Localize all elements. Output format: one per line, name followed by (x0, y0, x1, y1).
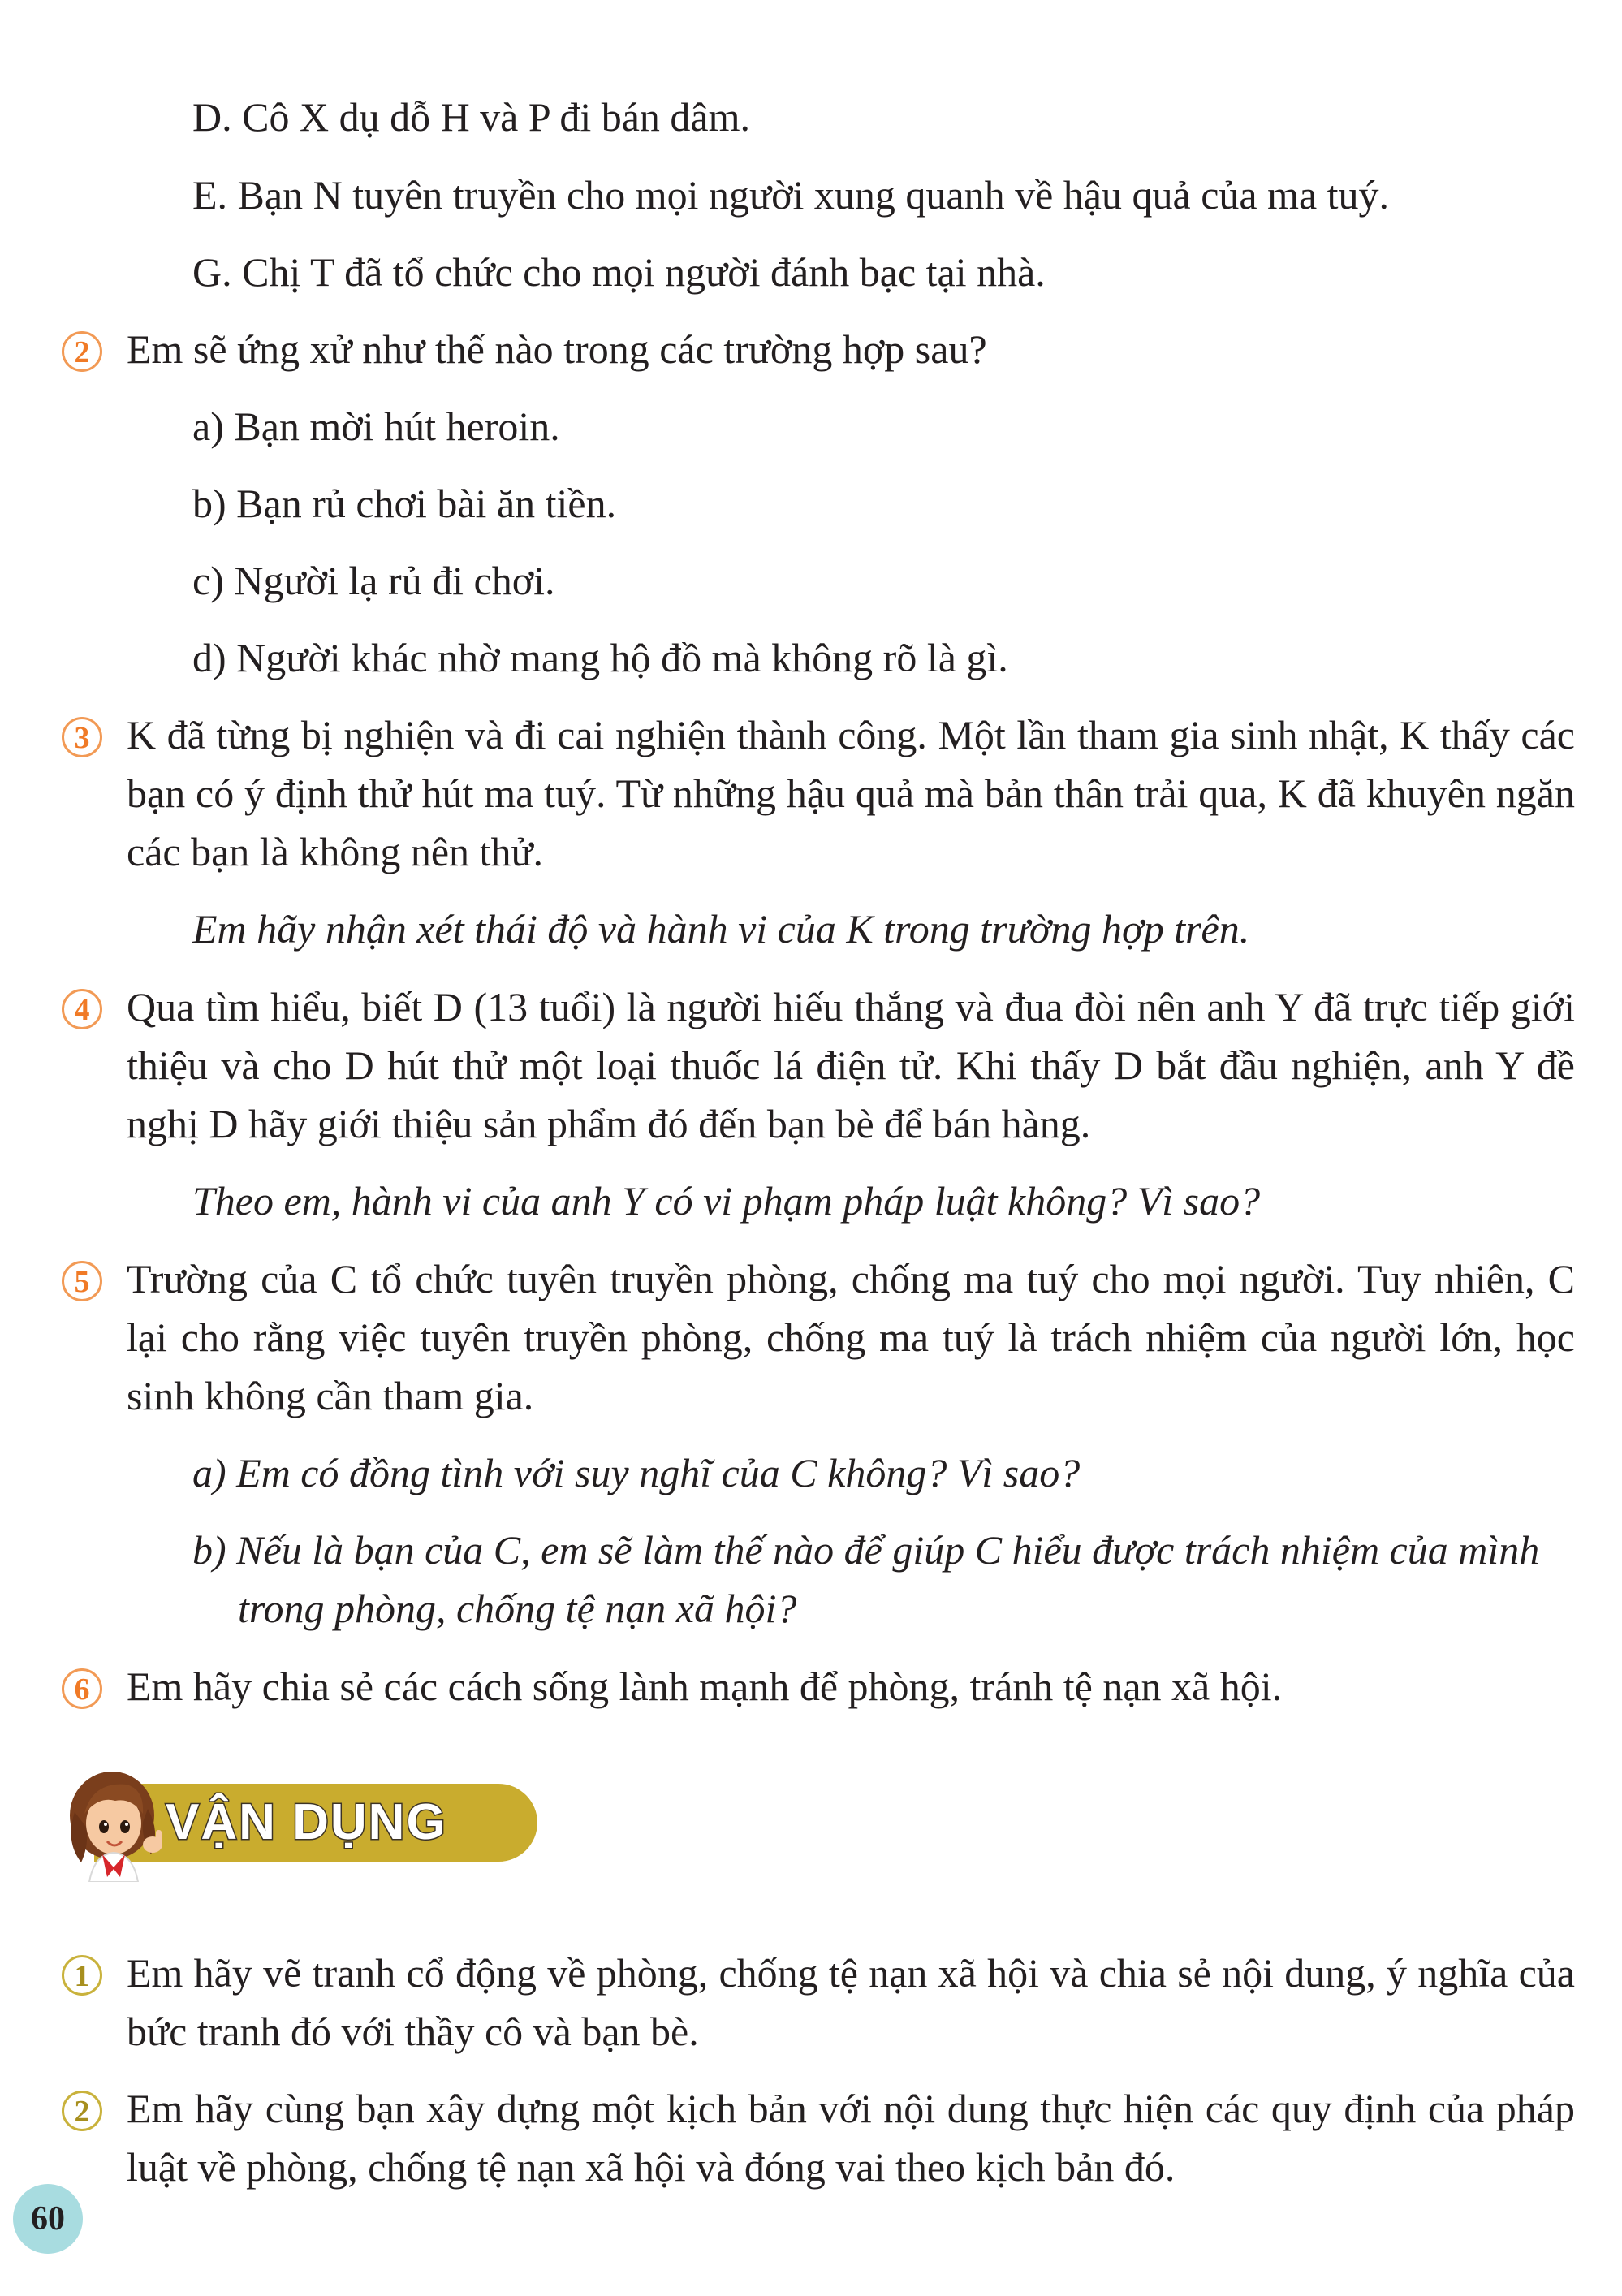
exercise-number-3: 3 (62, 717, 102, 757)
application-2-text: Em hãy cùng bạn xây dựng một kịch bản với nội dung thực hiện các quy định của pháp luật về phòng, chống tệ nạn xã hội và đóng vai theo kịch bản đó. (127, 2086, 1575, 2190)
exercise-number-6: 6 (62, 1668, 102, 1709)
exercise-2-item-c: c) Người lạ rủ đi chơi. (192, 558, 555, 603)
application-1-text: Em hãy vẽ tranh cổ động về phòng, chống tệ nạn xã hội và chia sẻ nội dung, ý nghĩa của bức tranh đó với thầy cô và bạn bè. (127, 1950, 1575, 2054)
exercise-5-sub-b-line2: trong phòng, chống tệ nạn xã hội? (238, 1586, 797, 1631)
exercise-number-4: 4 (62, 989, 102, 1029)
exercise-3-text: K đã từng bị nghiện và đi cai nghiện thành công. Một lần tham gia sinh nhật, K thấy các bạn có ý định thử hút ma tuý. Từ những hậu quả mà bản thân trải qua, K đã khuyên ngăn các bạn là không nên thử. (127, 712, 1575, 874)
option-g: G. Chị T đã tổ chức cho mọi người đánh bạc tại nhà. (192, 249, 1046, 295)
exercise-6-text: Em hãy chia sẻ các cách sống lành mạnh để phòng, tránh tệ nạn xã hội. (127, 1664, 1283, 1709)
option-d: D. Cô X dụ dỗ H và P đi bán dâm. (192, 94, 750, 140)
application-number-2: 2 (62, 2091, 102, 2131)
exercise-number-5: 5 (62, 1261, 102, 1301)
exercise-2-item-a: a) Bạn mời hút heroin. (192, 404, 560, 449)
exercise-4-question: Theo em, hành vi của anh Y có vi phạm pháp luật không? Vì sao? (192, 1178, 1261, 1224)
exercise-5-text: Trường của C tổ chức tuyên truyền phòng, chống ma tuý cho mọi người. Tuy nhiên, C lại cho rằng việc tuyên truyền phòng, chống ma tuý là trách nhiệm của người lớn, học sinh không cần tham gia. (127, 1256, 1575, 1418)
exercise-4-text: Qua tìm hiểu, biết D (13 tuổi) là người hiếu thắng và đua đòi nên anh Y đã trực tiếp giới thiệu và cho D hút thử một loại thuốc lá điện tử. Khi thấy D bắt đầu nghiện, anh Y đề nghị D hãy giới thiệu sản phẩm đó đến bạn bè để bán hàng. (127, 984, 1575, 1146)
page-number: 60 (13, 2184, 83, 2254)
exercise-2-item-b: b) Bạn rủ chơi bài ăn tiền. (192, 481, 617, 526)
student-mascot-icon (57, 1763, 179, 1882)
exercise-2-text: Em sẽ ứng xử như thế nào trong các trường hợp sau? (127, 326, 987, 372)
section-title: VẬN DỤNG (166, 1794, 447, 1850)
exercise-5-sub-a: a) Em có đồng tình với suy nghĩ của C không? Vì sao? (192, 1450, 1081, 1495)
exercise-number-2: 2 (62, 331, 102, 372)
application-number-1: 1 (62, 1955, 102, 1996)
option-e: E. Bạn N tuyên truyền cho mọi người xung quanh về hậu quả của ma tuý. (192, 172, 1390, 218)
exercise-5-sub-b-line1: b) Nếu là bạn của C, em sẽ làm thế nào để giúp C hiểu được trách nhiệm của mình (192, 1527, 1540, 1573)
exercise-3-question: Em hãy nhận xét thái độ và hành vi của K trong trường hợp trên. (192, 906, 1250, 952)
exercise-2-item-d: d) Người khác nhờ mang hộ đồ mà không rõ là gì. (192, 635, 1008, 680)
